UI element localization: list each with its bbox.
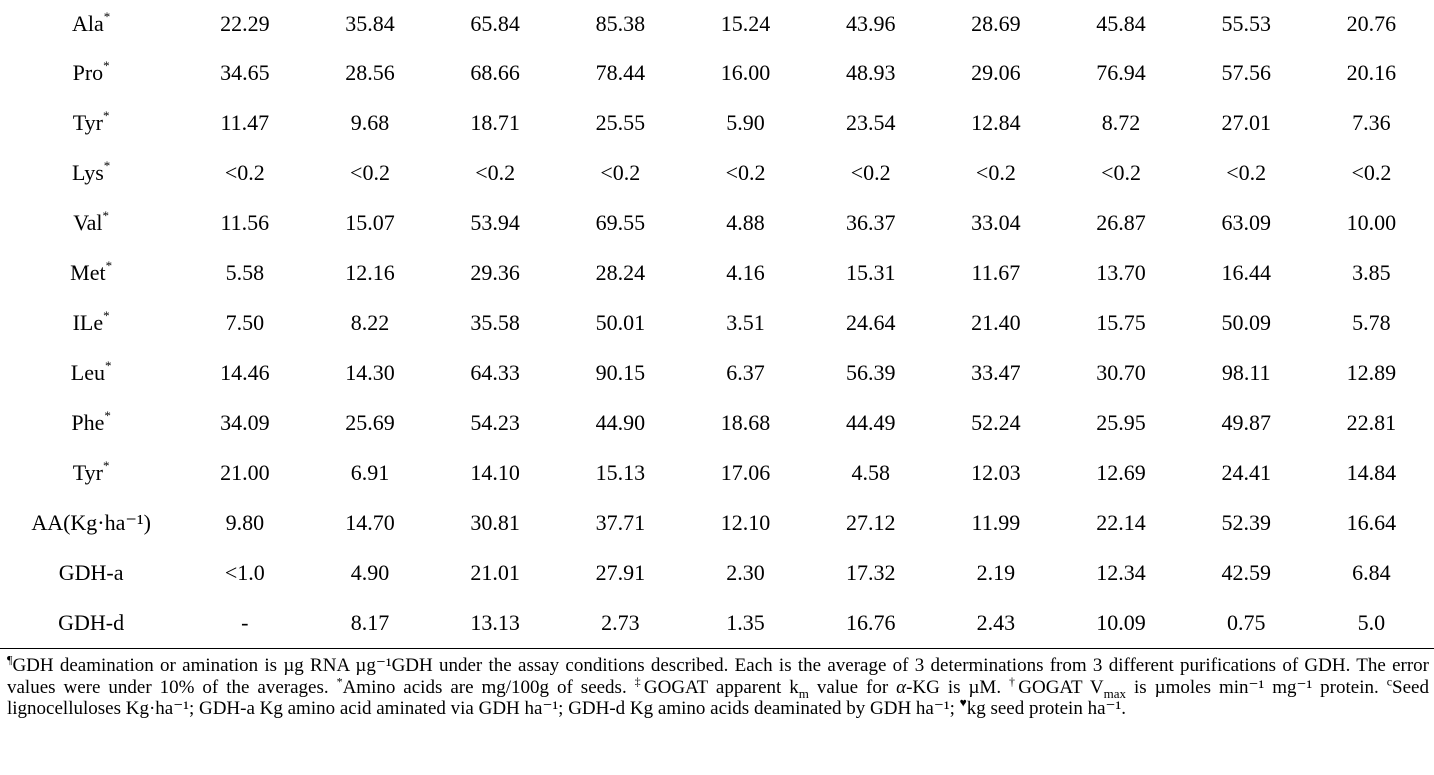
- table-cell: 6.84: [1352, 560, 1391, 585]
- table-cell: 17.06: [720, 460, 771, 485]
- table-cell: 34.09: [220, 410, 270, 435]
- table-cell: 5.78: [1352, 310, 1391, 335]
- row-label: [0, 0, 182, 48]
- table-cell: 85.38: [595, 11, 646, 36]
- table-footnote: [7, 652, 1429, 720]
- row-label-text: Lys: [71, 160, 104, 185]
- row-label-text: Met: [70, 260, 106, 285]
- table-cell: 17.32: [845, 560, 896, 585]
- table-cell: 21.00: [220, 460, 270, 485]
- table-cell: 22.29: [220, 11, 270, 36]
- row-label: [0, 548, 182, 598]
- table-cell: 13.70: [1096, 260, 1146, 285]
- table-cell: 16.64: [1346, 510, 1397, 535]
- table-cell: 49.87: [1221, 410, 1271, 435]
- table-cell: 50.09: [1221, 310, 1271, 335]
- table-cell: 5.58: [225, 260, 265, 285]
- table-cell: 52.24: [971, 410, 1021, 435]
- table-cell: 25.69: [345, 410, 395, 435]
- table-cell: 35.58: [470, 310, 520, 335]
- table-cell: 15.24: [720, 11, 771, 36]
- row-label: [0, 348, 182, 398]
- footnote-vmax-b: is µmoles min⁻¹ mg⁻¹ protein.: [1126, 676, 1379, 698]
- table-cell: 8.17: [307, 598, 432, 649]
- table-cell: 29.06: [971, 60, 1021, 85]
- table-cell: <0.2: [224, 160, 265, 185]
- table-cell: 8.22: [350, 310, 390, 335]
- table-cell: 12.10: [720, 510, 771, 535]
- table-cell: 26.87: [1096, 210, 1146, 235]
- table-cell: 10.00: [1346, 210, 1397, 235]
- table-cell: 20.76: [1346, 11, 1397, 36]
- table-cell: 44.90: [595, 410, 646, 435]
- table-cell: <0.2: [975, 160, 1016, 185]
- table-cell: 12.03: [971, 460, 1021, 485]
- table-cell: 78.44: [595, 60, 646, 85]
- table-cell: 11.99: [971, 510, 1021, 535]
- row-label: [0, 148, 182, 198]
- table-cell: 56.39: [845, 360, 896, 385]
- table-cell: 68.66: [470, 60, 520, 85]
- table-cell: 33.04: [971, 210, 1021, 235]
- footnote-vmax-a: GOGAT V: [1018, 676, 1104, 698]
- row-label: [0, 198, 182, 248]
- table-cell: 23.54: [845, 110, 896, 135]
- table-cell: 14.70: [345, 510, 395, 535]
- row-label-text: Tyr: [72, 110, 103, 135]
- table-cell: 15.07: [345, 210, 395, 235]
- table-cell: 27.01: [1221, 110, 1271, 135]
- table-cell: 33.47: [971, 360, 1021, 385]
- table-row: [0, 248, 1434, 298]
- table-cell: -: [182, 598, 307, 649]
- table-cell: 14.30: [345, 360, 395, 385]
- footnote-mark-asterisk: *: [336, 674, 343, 689]
- footnote-paragraph: [7, 652, 1429, 720]
- row-label-mark: *: [104, 407, 111, 423]
- footnote-km-sub: m: [798, 685, 809, 701]
- table-cell: 48.93: [845, 60, 896, 85]
- table-cell: 9.68: [350, 110, 390, 135]
- table-row: [0, 148, 1434, 198]
- table-cell: 14.46: [220, 360, 270, 385]
- table-cell: 18.71: [470, 110, 520, 135]
- row-label: [0, 98, 182, 148]
- table-cell: 24.41: [1221, 460, 1271, 485]
- table-cell: 29.36: [470, 260, 520, 285]
- table-cell: 28.24: [595, 260, 646, 285]
- footnote-seed-protein: kg seed protein ha⁻¹.: [966, 698, 1126, 720]
- table-cell: 18.68: [720, 410, 771, 435]
- row-label-text: GDH-d: [58, 610, 125, 635]
- row-label-mark: *: [103, 57, 110, 73]
- footnote-km-c: -KG is µM.: [906, 676, 1002, 698]
- row-label-mark: *: [103, 307, 110, 323]
- table-row: [0, 348, 1434, 398]
- table-cell: 3.51: [726, 310, 765, 335]
- table-cell: 43.96: [845, 11, 896, 36]
- table-cell: 12.34: [1096, 560, 1146, 585]
- table-cell: 44.49: [845, 410, 896, 435]
- row-label-mark: *: [103, 8, 111, 24]
- table-row: [0, 98, 1434, 148]
- table-row: [0, 0, 1434, 48]
- table-row: [0, 548, 1434, 598]
- table-cell: 16.44: [1221, 260, 1271, 285]
- table-cell: 25.55: [595, 110, 646, 135]
- table-cell: 5.90: [726, 110, 765, 135]
- table-cell: 22.81: [1346, 410, 1397, 435]
- table-cell: 22.14: [1096, 510, 1146, 535]
- table-cell: <1.0: [224, 560, 265, 585]
- row-label: [0, 248, 182, 298]
- table-cell: 7.36: [1352, 110, 1391, 135]
- row-label-text: Pro: [72, 60, 104, 85]
- table-row: [0, 298, 1434, 348]
- table-cell: <0.2: [1101, 160, 1141, 185]
- table-cell: 27.91: [595, 560, 646, 585]
- table-cell: 12.84: [971, 110, 1021, 135]
- table-cell: 50.01: [595, 310, 646, 335]
- table-cell: 4.16: [726, 260, 765, 285]
- table-cell: 55.53: [1221, 11, 1271, 36]
- footnote-mark-c: c: [1386, 674, 1393, 689]
- table-cell: 53.94: [470, 210, 520, 235]
- table-cell: <0.2: [475, 160, 516, 185]
- table-cell: 25.95: [1096, 410, 1146, 435]
- table-row: [0, 598, 1434, 649]
- table-cell: 5.0: [1309, 598, 1434, 649]
- row-label-text: Val: [73, 210, 103, 235]
- row-label: [0, 398, 182, 448]
- row-label: [0, 298, 182, 348]
- footnote-alpha: α: [896, 676, 907, 698]
- row-label-text: Ala: [71, 11, 104, 36]
- table-cell: 8.72: [1101, 110, 1141, 135]
- row-label-text: ILe: [72, 310, 104, 335]
- row-label-text: Leu: [70, 360, 105, 385]
- table-cell: 2.43: [933, 598, 1058, 649]
- table-cell: 20.16: [1346, 60, 1397, 85]
- table-cell: 52.39: [1221, 510, 1271, 535]
- table-cell: 34.65: [220, 60, 270, 85]
- table-cell: 7.50: [225, 310, 265, 335]
- table-cell: 57.56: [1221, 60, 1271, 85]
- table-cell: 63.09: [1221, 210, 1271, 235]
- table-cell: 69.55: [595, 210, 646, 235]
- table-cell: 0.75: [1184, 598, 1309, 649]
- table-cell: 15.13: [595, 460, 646, 485]
- row-label-text: GDH-a: [58, 560, 124, 585]
- row-label-mark: *: [103, 157, 111, 173]
- table-row: [0, 48, 1434, 98]
- table-cell: <0.2: [600, 160, 641, 185]
- table-cell: 14.84: [1346, 460, 1397, 485]
- table-cell: 45.84: [1096, 11, 1146, 36]
- row-label: [0, 448, 182, 498]
- table-cell: 1.35: [683, 598, 808, 649]
- table-cell: 36.37: [845, 210, 896, 235]
- table-cell: 2.19: [976, 560, 1016, 585]
- table-cell: 6.37: [726, 360, 765, 385]
- table-cell: 14.10: [470, 460, 520, 485]
- table-cell: 30.70: [1096, 360, 1146, 385]
- table-cell: <0.2: [725, 160, 766, 185]
- row-label-mark: *: [104, 357, 112, 373]
- footnote-mark-heart: ♥: [959, 695, 967, 710]
- table-cell: 2.73: [558, 598, 683, 649]
- table-cell: 12.69: [1096, 460, 1146, 485]
- table-row: [0, 448, 1434, 498]
- table-cell: <0.2: [350, 160, 390, 185]
- row-label-mark: *: [105, 257, 113, 273]
- table-cell: 2.30: [726, 560, 765, 585]
- row-label-text: AA(Kg·ha⁻¹): [31, 510, 151, 535]
- row-label: [0, 48, 182, 98]
- table-cell: 11.67: [971, 260, 1021, 285]
- table-cell: 15.31: [845, 260, 896, 285]
- table-cell: 98.11: [1221, 360, 1271, 385]
- table-cell: 9.80: [225, 510, 265, 535]
- table-row: [0, 498, 1434, 548]
- table-cell: 64.33: [470, 360, 520, 385]
- table-cell: 76.94: [1096, 60, 1146, 85]
- table-cell: 28.69: [971, 11, 1021, 36]
- table-cell: 11.47: [220, 110, 270, 135]
- row-label-mark: *: [102, 207, 110, 223]
- table-cell: <0.2: [1351, 160, 1392, 185]
- table-row: [0, 398, 1434, 448]
- row-label: [0, 598, 182, 649]
- footnote-amino-units: Amino acids are mg/100g of seeds.: [342, 676, 627, 698]
- table-cell: 3.85: [1352, 260, 1391, 285]
- footnote-lignocellulose: Seed lignocelluloses Kg·ha⁻¹; GDH-a Kg amino acid aminated via GDH ha⁻¹; GDH-d Kg amino acids deaminated by GDH ha⁻¹;: [7, 676, 1429, 720]
- table-cell: 28.56: [345, 60, 395, 85]
- table-cell: 35.84: [345, 11, 395, 36]
- footnote-km-b: value for: [808, 676, 897, 698]
- table-cell: 12.16: [345, 260, 395, 285]
- table-cell: 21.40: [971, 310, 1021, 335]
- footnote-vmax-sub: max: [1103, 685, 1127, 701]
- table-cell: 24.64: [845, 310, 896, 335]
- footnote-km-a: GOGAT apparent k: [643, 676, 799, 698]
- table-cell: 10.09: [1058, 598, 1183, 649]
- table-cell: 16.76: [808, 598, 933, 649]
- table-cell: 65.84: [470, 11, 520, 36]
- table-cell: 15.75: [1096, 310, 1146, 335]
- footnote-gdh-units: GDH deamination or amination is µg RNA µg⁻¹GDH under the assay conditions described. Each is the average of 3 determinations from 3 different purifications of GDH. The error values were under 10% of the averages.: [7, 655, 1429, 698]
- table-cell: <0.2: [850, 160, 891, 185]
- table-cell: 54.23: [470, 410, 520, 435]
- table-cell: 4.58: [851, 460, 890, 485]
- row-label: [0, 498, 182, 548]
- table-cell: 6.91: [350, 460, 390, 485]
- table-cell: 21.01: [470, 560, 520, 585]
- table-cell: 4.90: [350, 560, 390, 585]
- footnote-mark-pilcrow: ¶: [7, 652, 13, 667]
- table-cell: 90.15: [595, 360, 646, 385]
- row-label-mark: *: [102, 107, 110, 123]
- row-label-mark: *: [102, 457, 110, 473]
- footnote-mark-dagger: †: [1009, 674, 1019, 689]
- table-cell: 12.89: [1346, 360, 1397, 385]
- table-cell: 37.71: [595, 510, 646, 535]
- footnote-mark-double-dagger: ‡: [634, 674, 644, 689]
- row-label-text: Tyr: [72, 460, 103, 485]
- table-row: [0, 198, 1434, 248]
- table-cell: 4.88: [726, 210, 765, 235]
- table-cell: 27.12: [845, 510, 896, 535]
- table-cell: 16.00: [720, 60, 771, 85]
- row-label-text: Phe: [71, 410, 105, 435]
- table-cell: <0.2: [1226, 160, 1267, 185]
- table-cell: 42.59: [1221, 560, 1271, 585]
- table-cell: 11.56: [220, 210, 270, 235]
- table-cell: 30.81: [470, 510, 520, 535]
- table-cell: 13.13: [433, 598, 558, 649]
